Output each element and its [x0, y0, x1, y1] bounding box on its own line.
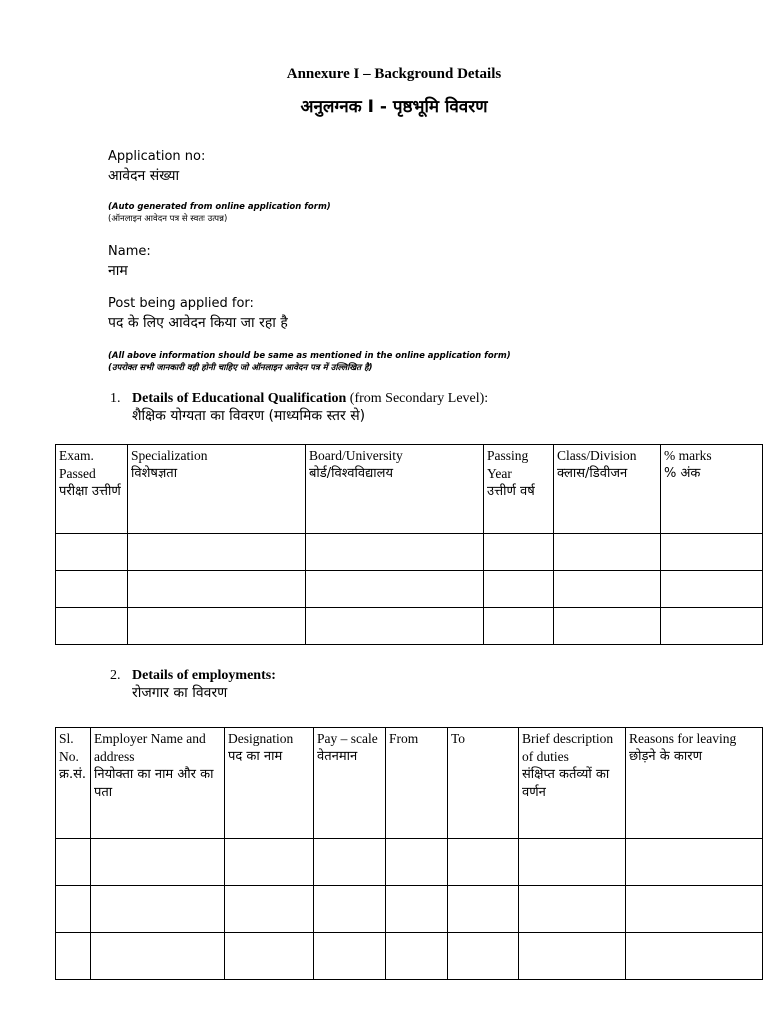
name-label-hindi: नाम [108, 263, 128, 279]
section-2-heading [132, 668, 276, 684]
education-table-header-label-hindi: विशेषज्ञता [131, 466, 178, 481]
education-table-row [56, 534, 763, 571]
employment-table-entry-cell[interactable] [225, 886, 314, 933]
education-table-row [56, 608, 763, 645]
employment-table-entry-cell[interactable] [519, 886, 626, 933]
employment-table-row [56, 886, 763, 933]
section-1-heading-bold: Details of Educational Qualification [132, 391, 347, 406]
auto-generated-note-hindi: (ऑनलाइन आवेदन पत्र से स्वतः उत्पन्न) [108, 214, 228, 224]
employment-table-header-label-hindi: छोड़ने के कारण [629, 749, 702, 764]
education-table-header-label: Exam. Passed [59, 448, 96, 481]
employment-table-header-label: Pay – scale [317, 731, 378, 746]
education-table-entry-cell[interactable] [661, 608, 763, 645]
education-table-header-cell [554, 445, 661, 534]
education-table-entry-cell[interactable] [56, 534, 128, 571]
education-table-entry-cell[interactable] [554, 571, 661, 608]
education-table-header-label-hindi: % अंक [664, 466, 701, 481]
employment-table-header-label-hindi: क्र.सं. [59, 767, 87, 782]
education-table-header-label-hindi: क्लास/डिवीजन [557, 466, 628, 481]
section-1-heading-hindi: शैक्षिक योग्यता का विवरण (माध्यमिक स्तर से) [132, 408, 366, 424]
education-table-entry-cell[interactable] [56, 608, 128, 645]
section-1-number: 1. [110, 391, 121, 406]
employment-table-header-label: Brief description of duties [522, 731, 614, 764]
section-2-number: 2. [110, 668, 121, 683]
employment-table-entry-cell[interactable] [448, 933, 519, 980]
education-table-header-label-hindi: परीक्षा उत्तीर्ण [59, 484, 121, 499]
employment-table-header-cell [519, 728, 626, 839]
employment-table-row [56, 839, 763, 886]
employment-table-entry-cell[interactable] [386, 886, 448, 933]
employment-table-header-label-hindi: वेतनमान [317, 749, 358, 764]
document-title-hindi: अनुलग्नक I - पृष्ठभूमि विवरण [300, 97, 488, 117]
education-table-header-label: Passing Year [487, 448, 529, 481]
employment-table-header-label: From [389, 731, 419, 746]
employment-table-entry-cell[interactable] [448, 839, 519, 886]
employment-table-entry-cell[interactable] [56, 886, 91, 933]
education-table-entry-cell[interactable] [661, 571, 763, 608]
employment-table-header-cell [225, 728, 314, 839]
application-no-label: Application no: [108, 149, 206, 164]
employment-table-entry-cell[interactable] [519, 933, 626, 980]
employment-table-header-label: To [451, 731, 466, 746]
education-table-entry-cell[interactable] [306, 534, 484, 571]
employment-table-entry-cell[interactable] [314, 839, 386, 886]
employment-table [55, 727, 763, 980]
education-table-header-cell [484, 445, 554, 534]
employment-table-entry-cell[interactable] [314, 886, 386, 933]
education-table-entry-cell[interactable] [128, 608, 306, 645]
post-label-hindi: पद के लिए आवेदन किया जा रहा है [108, 315, 288, 331]
post-label: Post being applied for: [108, 296, 254, 311]
employment-table-header-cell [314, 728, 386, 839]
employment-table-entry-cell[interactable] [626, 886, 763, 933]
employment-table-header-label-hindi: संक्षिप्त कर्तव्यों का वर्णन [522, 767, 610, 800]
employment-table-header-label: Reasons for leaving [629, 731, 737, 746]
employment-table-entry-cell[interactable] [386, 933, 448, 980]
employment-table-header-label-hindi: नियोक्ता का नाम और का पता [94, 767, 214, 800]
employment-table-header-cell [386, 728, 448, 839]
employment-table-header-row [56, 728, 763, 839]
education-table-row [56, 571, 763, 608]
education-table-entry-cell[interactable] [56, 571, 128, 608]
education-table-entry-cell[interactable] [306, 571, 484, 608]
education-table-header-cell [661, 445, 763, 534]
employment-table-entry-cell[interactable] [91, 886, 225, 933]
info-note: (All above information should be same as mentioned in the online application form) [108, 351, 511, 361]
education-table-entry-cell[interactable] [554, 534, 661, 571]
employment-table-header-label: Designation [228, 731, 294, 746]
education-table-entry-cell[interactable] [661, 534, 763, 571]
education-table-entry-cell[interactable] [484, 534, 554, 571]
application-no-label-hindi: आवेदन संख्या [108, 168, 180, 184]
auto-generated-note: (Auto generated from online application form) [108, 202, 331, 212]
education-table-entry-cell[interactable] [484, 608, 554, 645]
education-table-header-label: Specialization [131, 448, 208, 463]
education-table-header-label: % marks [664, 448, 712, 463]
employment-table-entry-cell[interactable] [56, 839, 91, 886]
education-table-header-label: Board/University [309, 448, 403, 463]
section-1-heading-rest: (from Secondary Level): [346, 391, 489, 406]
employment-table-entry-cell[interactable] [225, 933, 314, 980]
name-label: Name: [108, 244, 151, 259]
employment-table-entry-cell[interactable] [91, 839, 225, 886]
education-table-header-label-hindi: बोर्ड/विश्वविद्यालय [309, 466, 393, 481]
education-table-header-cell [56, 445, 128, 534]
employment-table-header-label-hindi: पद का नाम [228, 749, 283, 764]
section-2-heading-bold: Details of employments: [132, 668, 276, 683]
employment-table-header-label: Employer Name and address [94, 731, 206, 764]
education-table-header-cell [306, 445, 484, 534]
employment-table-row [56, 933, 763, 980]
employment-table-header-cell [448, 728, 519, 839]
document-title: Annexure I – Background Details [286, 66, 502, 82]
education-table-header-label-hindi: उत्तीर्ण वर्ष [487, 484, 535, 499]
employment-table-entry-cell[interactable] [386, 839, 448, 886]
info-note-hindi: (उपरोक्त सभी जानकारी वही होनी चाहिए जो ऑनलाइन आवेदन पत्र में उल्लिखित है) [108, 363, 373, 373]
employment-table-header-cell [626, 728, 763, 839]
education-table-entry-cell[interactable] [484, 571, 554, 608]
education-table-entry-cell[interactable] [128, 534, 306, 571]
section-1-heading [132, 391, 488, 407]
employment-table-entry-cell[interactable] [56, 933, 91, 980]
education-table-header-row [56, 445, 763, 534]
section-2-heading-hindi: रोजगार का विवरण [132, 685, 228, 701]
employment-table-entry-cell[interactable] [91, 933, 225, 980]
employment-table-entry-cell[interactable] [519, 839, 626, 886]
employment-table-header-cell [56, 728, 91, 839]
employment-table-entry-cell[interactable] [626, 933, 763, 980]
education-table-entry-cell[interactable] [554, 608, 661, 645]
education-table-entry-cell[interactable] [128, 571, 306, 608]
education-table-header-cell [128, 445, 306, 534]
employment-table-entry-cell[interactable] [314, 933, 386, 980]
education-table [55, 444, 763, 645]
employment-table-entry-cell[interactable] [225, 839, 314, 886]
employment-table-header-cell [91, 728, 225, 839]
employment-table-entry-cell[interactable] [626, 839, 763, 886]
education-table-entry-cell[interactable] [306, 608, 484, 645]
employment-table-header-label: Sl. No. [59, 731, 79, 764]
education-table-header-label: Class/Division [557, 448, 637, 463]
employment-table-entry-cell[interactable] [448, 886, 519, 933]
